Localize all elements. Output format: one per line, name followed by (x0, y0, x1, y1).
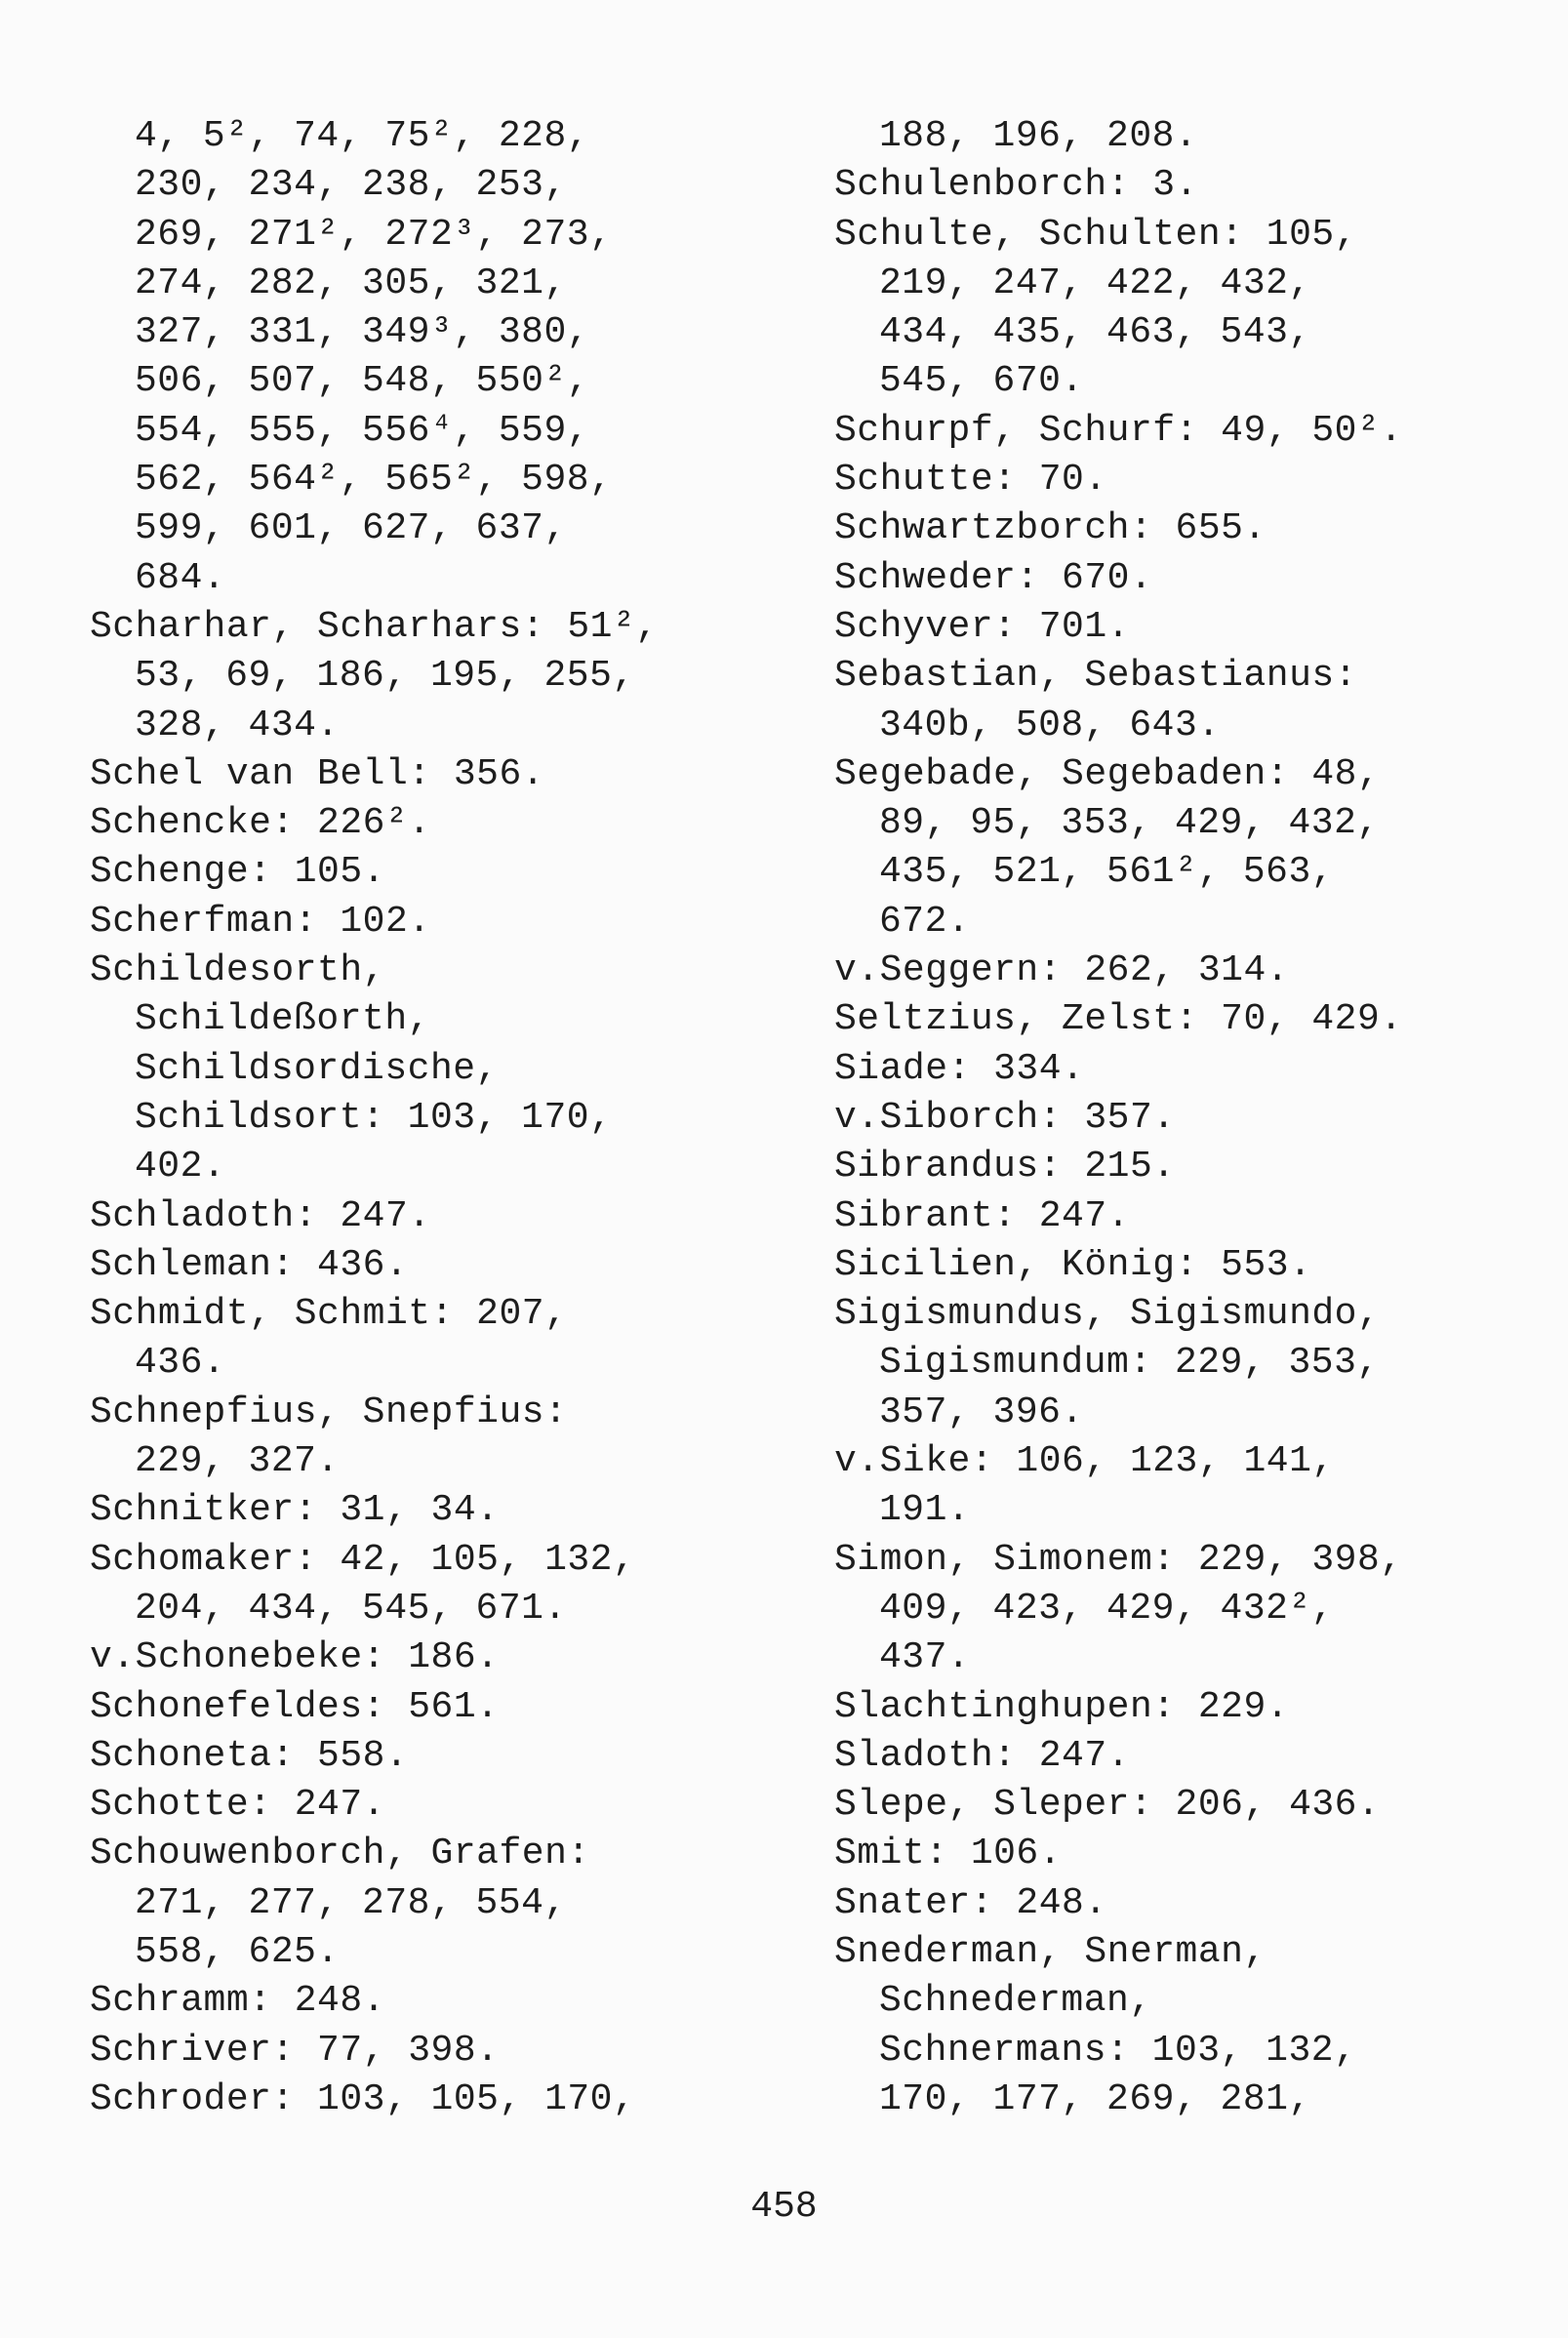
page-number: 458 (750, 2186, 818, 2228)
index-entry-line: Schmidt, Schmit: 207, (90, 1293, 568, 1336)
index-entry-line: 204, 434, 545, 671. (135, 1587, 567, 1630)
index-entry-line: Schutte: 70. (834, 459, 1107, 502)
index-entry-line: v.Sike: 106, 123, 141, (834, 1440, 1335, 1483)
left-column (90, 112, 792, 2124)
index-entry-line: Siade: 334. (834, 1047, 1085, 1090)
index-entry-line: Schulte, Schulten: 105, (834, 213, 1357, 256)
index-entry-line: 558, 625. (135, 1930, 340, 1973)
index-entry-line: 409, 423, 429, 432², (879, 1587, 1335, 1630)
index-entry-line: Schnitker: 31, 34. (90, 1489, 500, 1532)
index-entry-line: Schenge: 105. (90, 851, 385, 894)
index-entry-line: Schyver: 701. (834, 605, 1130, 648)
index-entry-line: 269, 271², 272³, 273, (135, 213, 613, 256)
index-entry-line: Sibrant: 247. (834, 1194, 1130, 1237)
index-entry-line: Schoneta: 558. (90, 1734, 409, 1777)
index-entry-line: 271, 277, 278, 554, (135, 1881, 567, 1924)
index-entry-line: Schwartzborch: 655. (834, 507, 1266, 550)
index-entry-line: 230, 234, 238, 253, (135, 164, 567, 207)
index-entry-line: Smit: 106. (834, 1833, 1063, 1875)
index-entry-line: Segebade, Segebaden: 48, (834, 752, 1381, 795)
index-entry-line: Slachtinghupen: 229. (834, 1685, 1290, 1728)
index-entry-line: Schnermans: 103, 132, (879, 2029, 1357, 2072)
index-entry-line: 402. (135, 1146, 226, 1189)
index-entry-line: Scherfman: 102. (90, 900, 431, 943)
index-entry-line: Schildsort: 103, 170, (135, 1096, 613, 1139)
index-entry-line: Schouwenborch, Grafen: (90, 1833, 590, 1875)
index-entry-line: Schulenborch: 3. (834, 164, 1198, 207)
index-entry-line: Sigismundus, Sigismundo, (834, 1293, 1381, 1336)
index-entry-line: Seltzius, Zelst: 70, 429. (834, 998, 1403, 1041)
index-entry-line: Sibrandus: 215. (834, 1146, 1176, 1189)
index-entry-line: Schriver: 77, 398. (90, 2029, 500, 2072)
index-entry-line: 53, 69, 186, 195, 255, (135, 655, 635, 698)
index-entry-line: 4, 5², 74, 75², 228, (135, 115, 590, 157)
index-entry-line: Schomaker: 42, 105, 132, (90, 1538, 636, 1581)
index-entry-line: Schildesorth, (90, 949, 385, 992)
index-entry-line: Schurpf, Schurf: 49, 50². (834, 409, 1403, 452)
index-entry-line: Schencke: 226². (90, 802, 431, 845)
index-entry-line: Schildeßorth, (135, 998, 430, 1041)
index-entry-line: Schweder: 670. (834, 556, 1153, 599)
index-entry-line: 435, 521, 561², 563, (879, 851, 1335, 894)
index-entry-line: Sladoth: 247. (834, 1734, 1130, 1777)
index-entry-line: Schel van Bell: 356. (90, 752, 545, 795)
index-entry-line: 170, 177, 269, 281, (879, 2077, 1311, 2120)
right-column (834, 112, 1537, 2124)
index-entry-line: 357, 396. (879, 1391, 1084, 1433)
index-entry-line: 672. (879, 900, 971, 943)
index-entry-line: 436. (135, 1342, 226, 1385)
index-entry-line: 506, 507, 548, 550², (135, 360, 590, 403)
index-entry-line: Schroder: 103, 105, 170, (90, 2077, 636, 2120)
index-entry-line: v.Siborch: 357. (834, 1096, 1176, 1139)
index-entry-line: 89, 95, 353, 429, 432, (879, 802, 1380, 845)
index-entry-line: 328, 434. (135, 704, 340, 746)
index-entry-line: Sicilien, König: 553. (834, 1243, 1312, 1286)
index-entry-line: v.Schonebeke: 186. (90, 1636, 500, 1679)
index-entry-line: 434, 435, 463, 543, (879, 311, 1311, 354)
index-entry-line: Simon, Simonem: 229, 398, (834, 1538, 1403, 1581)
index-entry-line: 340b, 508, 643. (879, 704, 1221, 746)
index-entry-line: Schonefeldes: 561. (90, 1685, 500, 1728)
index-entry-line: Schleman: 436. (90, 1243, 409, 1286)
index-entry-line: Snater: 248. (834, 1881, 1107, 1924)
index-entry-line: 554, 555, 556⁴, 559, (135, 409, 590, 452)
index-entry-line: Schnepfius, Snepfius: (90, 1391, 568, 1433)
index-entry-line: Sebastian, Sebastianus: (834, 655, 1357, 698)
index-entry-line: Slepe, Sleper: 206, 436. (834, 1784, 1381, 1827)
index-entry-line: 274, 282, 305, 321, (135, 262, 567, 304)
index-entry-line: Schildsordische, (135, 1047, 499, 1090)
index-entry-line: Scharhar, Scharhars: 51², (90, 605, 659, 648)
index-entry-line: 599, 601, 627, 637, (135, 507, 567, 550)
index-entry-line: 229, 327. (135, 1440, 340, 1483)
index-entry-line: Snederman, Snerman, (834, 1930, 1266, 1973)
index-entry-line: Schotte: 247. (90, 1784, 385, 1827)
index-entry-line: 327, 331, 349³, 380, (135, 311, 590, 354)
index-entry-line: 545, 670. (879, 360, 1084, 403)
index-entry-line: 188, 196, 208. (879, 115, 1198, 157)
index-entry-line: 437. (879, 1636, 971, 1679)
index-entry-line: Schnederman, (879, 1980, 1152, 2023)
index-entry-line: 219, 247, 422, 432, (879, 262, 1311, 304)
index-entry-line: Schramm: 248. (90, 1980, 385, 2023)
index-entry-line: 562, 564², 565², 598, (135, 459, 613, 502)
index-entry-line: Sigismundum: 229, 353, (879, 1342, 1380, 1385)
index-entry-line: v.Seggern: 262, 314. (834, 949, 1290, 992)
index-entry-line: 684. (135, 556, 226, 599)
index-entry-line: Schladoth: 247. (90, 1194, 431, 1237)
index-entry-line: 191. (879, 1489, 971, 1532)
